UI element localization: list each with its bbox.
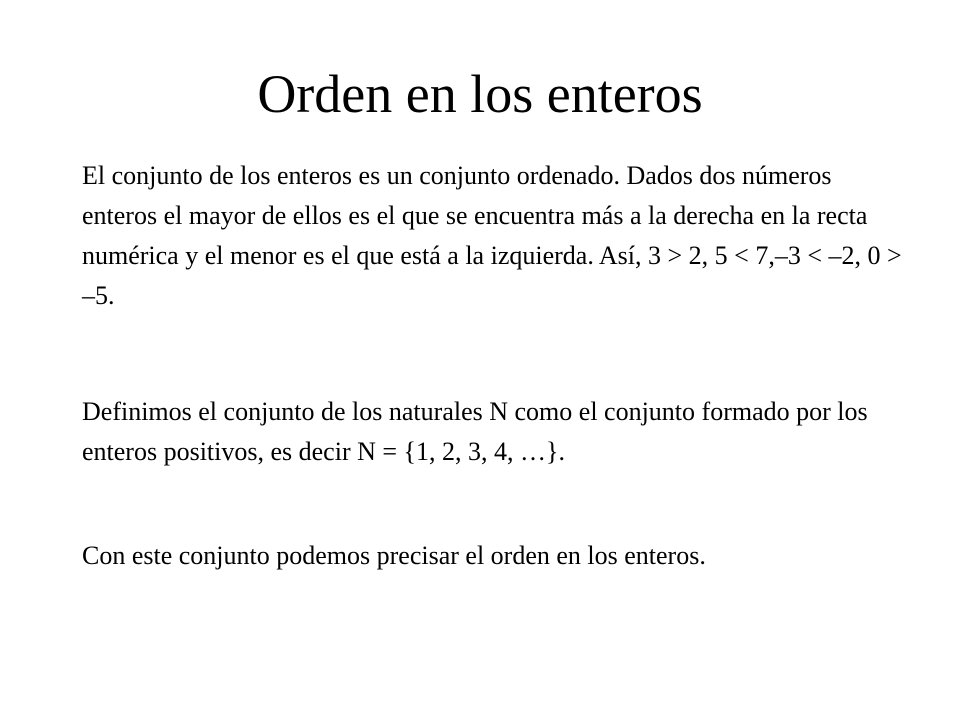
paragraph-naturals-definition: Definimos el conjunto de los naturales N como el conjunto formado por los enteros positivos, es decir N = {1, 2, 3, 4, …}. — [82, 397, 868, 466]
paragraph-order-definition: El conjunto de los enteros es un conjunto ordenado. Dados dos números enteros el mayor de ellos es el que se encuentra más a la derecha en la recta numérica y el menor es el que está a la izquierda. Así, 3 > 2, 5 < 7,–3 < –2, 0 > –5. — [82, 161, 902, 310]
slide-title: Orden en los enteros — [257, 64, 703, 124]
paragraph-conclusion: Con este conjunto podemos precisar el orden en los enteros. — [82, 541, 706, 570]
